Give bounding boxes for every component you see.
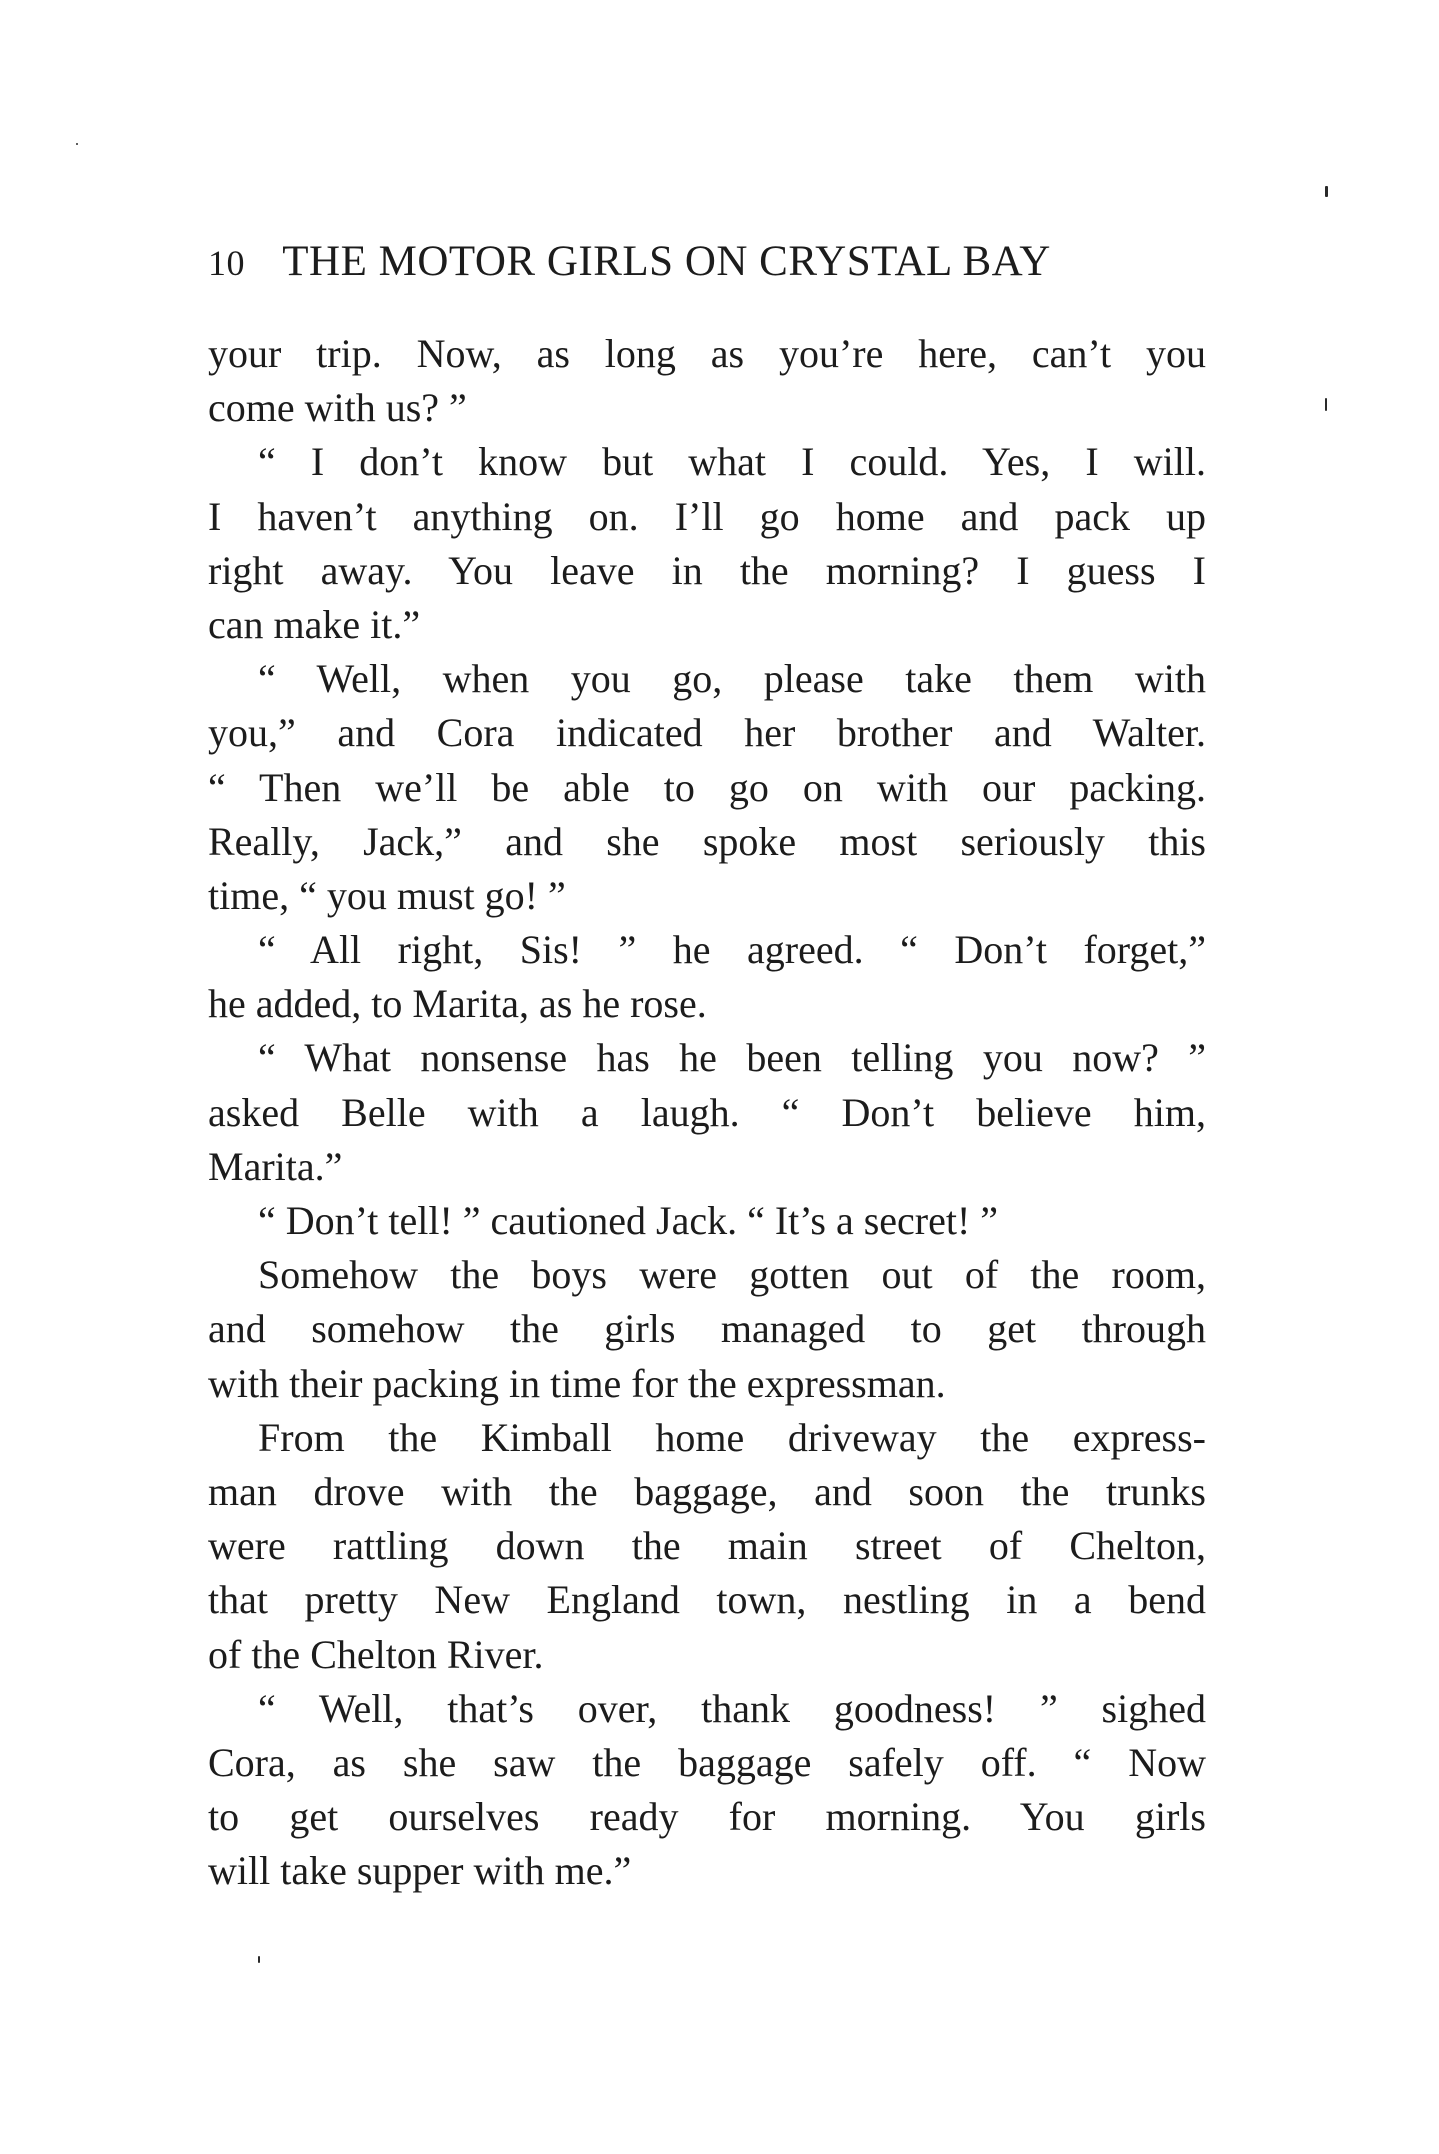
text-line: you,” and Cora indicated her brother and Walter. [208, 710, 1206, 756]
text-line: come with us? ” [208, 385, 467, 431]
text-line: with their packing in time for the expressman. [208, 1360, 946, 1406]
text-line: “ Well, when you go, please take them with [258, 656, 1206, 702]
text-line: man drove with the baggage, and soon the trunks [208, 1468, 1206, 1514]
text-line: right away. You leave in the morning? I guess I [208, 547, 1206, 593]
text-line: “ I don’t know but what I could. Yes, I will. [258, 439, 1206, 485]
scan-speck [1325, 398, 1327, 411]
text-line: “ Don’t tell! ” cautioned Jack. “ It’s a secret! ” [258, 1198, 999, 1243]
scan-speck [1325, 186, 1328, 197]
text-line: From the Kimball home driveway the express- [258, 1414, 1206, 1460]
text-line: can make it.” [208, 601, 421, 647]
running-head [208, 232, 1208, 293]
running-head-title: THE MOTOR GIRLS ON CRYSTAL BAY [282, 238, 1051, 285]
text-line: “ All right, Sis! ” he agreed. “ Don’t forget,” [258, 927, 1206, 973]
page-number: 10 [208, 243, 245, 283]
text-line: of the Chelton River. [208, 1631, 544, 1677]
text-line: I haven’t anything on. I’ll go home and pack up [208, 493, 1206, 539]
text-line: and somehow the girls managed to get through [208, 1306, 1206, 1352]
text-line: “ Then we’ll be able to go on with our packing. [208, 764, 1206, 810]
text-line: were rattling down the main street of Chelton, [208, 1523, 1206, 1569]
text-line: to get ourselves ready for morning. You girls [208, 1794, 1206, 1840]
text-line: Really, Jack,” and she spoke most seriously this [208, 818, 1206, 864]
text-line: “ Well, that’s over, thank goodness! ” sighed [258, 1685, 1206, 1731]
text-line: Marita.” [208, 1143, 343, 1189]
scan-speck [258, 1956, 260, 1963]
text-line: he added, to Marita, as he rose. [208, 981, 707, 1027]
text-line: will take supper with me.” [208, 1848, 632, 1894]
text-line: “ What nonsense has he been telling you now? ” [258, 1035, 1206, 1081]
text-line: that pretty New England town, nestling in a bend [208, 1577, 1206, 1623]
text-line: your trip. Now, as long as you’re here, can’t you [208, 331, 1206, 376]
text-line: time, “ you must go! ” [208, 872, 566, 918]
text-line: asked Belle with a laugh. “ Don’t believe him, [208, 1089, 1206, 1135]
scan-speck [76, 143, 78, 145]
text-line: Cora, as she saw the baggage safely off. “ Now [208, 1739, 1206, 1785]
body-text [208, 327, 1206, 1898]
text-line: Somehow the boys were gotten out of the room, [258, 1252, 1206, 1298]
